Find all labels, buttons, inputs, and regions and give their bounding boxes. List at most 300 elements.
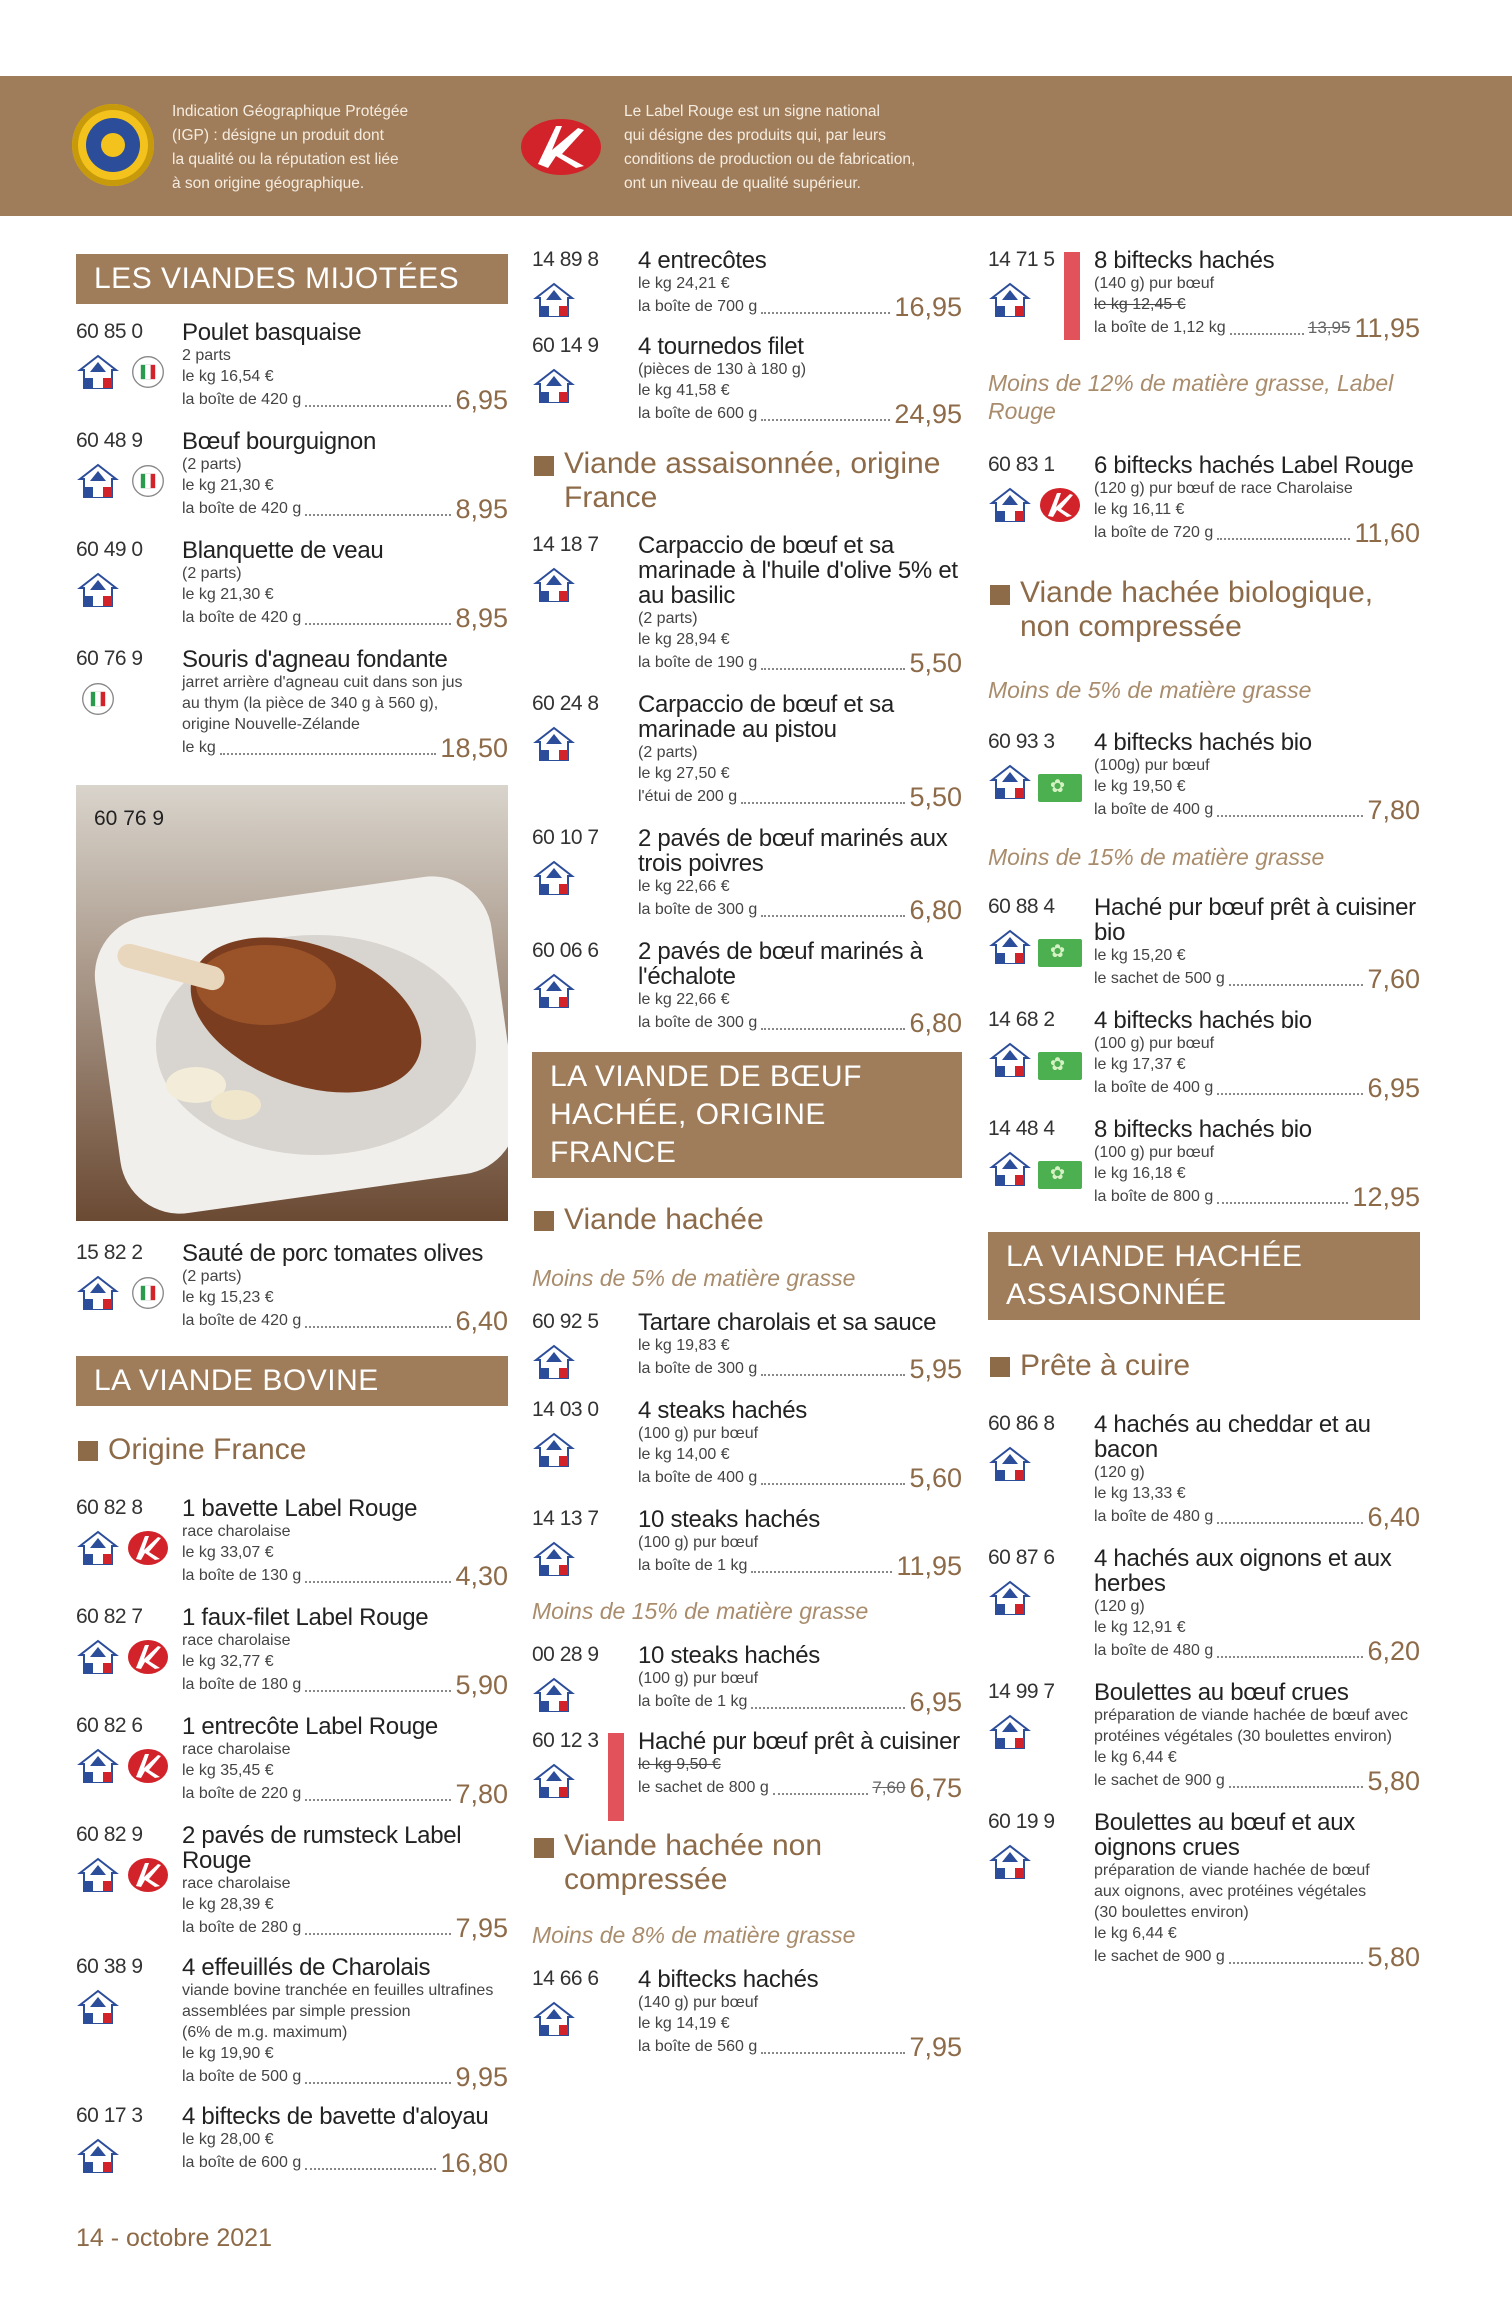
origin-france-icon	[532, 724, 576, 764]
igp-description: Indication Géographique Protégée (IGP) : désigne un produit dont la qualité ou la réputation est liée à son origine géographique.	[172, 103, 409, 192]
organic-bio-icon	[1038, 762, 1082, 802]
leader-dots	[761, 2051, 905, 2054]
product-info: (140 g) pur bœuf	[1094, 275, 1215, 292]
origin-france-icon	[532, 1999, 576, 2039]
product-details	[1094, 1008, 1420, 1101]
product-info: (pièces de 130 à 180 g)	[638, 361, 807, 378]
leader-dots	[305, 2081, 451, 2084]
product-info: race charolaise	[182, 1523, 291, 1540]
product-code: 60 82 6	[76, 1714, 143, 1737]
product-item	[988, 1117, 1420, 1210]
organic-bio-icon	[1038, 1040, 1082, 1080]
product-price: 5,80	[1367, 1942, 1420, 1972]
product-code: 60 82 7	[76, 1605, 143, 1628]
price-line	[1094, 1768, 1420, 1794]
origin-france-icon	[532, 366, 576, 406]
leader-dots	[1217, 537, 1350, 540]
origin-france-icon	[76, 1273, 120, 1313]
fat-content-note: Moins de 8% de matière grasse	[532, 1922, 856, 1948]
origin-france-icon	[988, 485, 1032, 525]
product-badges	[532, 1675, 576, 1715]
product-details	[1094, 1680, 1420, 1794]
product-code: 60 85 0	[76, 320, 143, 343]
leader-dots	[751, 1706, 905, 1709]
product-price: 7,95	[455, 1913, 508, 1943]
price-line	[638, 2034, 962, 2060]
old-kg-price: le kg 12,45 €	[1094, 296, 1186, 313]
product-info: (100 g) pur bœuf	[1094, 1144, 1215, 1161]
price-line	[638, 784, 962, 810]
leader-dots	[305, 1932, 451, 1935]
origin-france-icon	[988, 762, 1032, 802]
product-info: (100 g) pur bœuf	[638, 1425, 759, 1442]
product-name: 4 biftecks hachés bio	[1094, 1007, 1312, 1034]
price-line	[1094, 315, 1420, 341]
leader-dots	[1229, 983, 1364, 986]
product-details	[638, 1967, 962, 2060]
label-rouge-icon	[126, 1528, 170, 1568]
product-code: 60 38 9	[76, 1955, 143, 1978]
leader-dots	[1229, 1785, 1364, 1788]
product-code: 14 18 7	[532, 533, 599, 556]
unit-label: la boîte de 1 kg	[638, 1693, 748, 1710]
product-price: 6,80	[909, 895, 962, 925]
product-info: assemblées par simple pression	[182, 2003, 411, 2020]
product-details	[182, 1955, 508, 2090]
product-price: 8,95	[455, 603, 508, 633]
product-details	[1094, 248, 1420, 341]
product-name: 4 effeuillés de Charolais	[182, 1954, 431, 1981]
product-info: (120 g) pur bœuf de race Charolaise	[1094, 480, 1353, 497]
product-details	[638, 939, 962, 1036]
product-info: jarret arrière d'agneau cuit dans son jus	[182, 674, 463, 691]
leader-dots	[761, 667, 905, 670]
origin-france-icon	[532, 1539, 576, 1579]
product-code: 60 83 1	[988, 453, 1055, 476]
issue-date: octobre 2021	[126, 2224, 272, 2252]
product-price: 11,95	[896, 1551, 962, 1581]
product-details	[182, 538, 508, 631]
product-code: 60 82 8	[76, 1496, 143, 1519]
unit-label: la boîte de 180 g	[182, 1676, 302, 1693]
product-badges	[532, 1342, 576, 1382]
leader-dots	[773, 1792, 869, 1795]
subsection-heading: Viande hachée biologique, non compressée	[988, 576, 1420, 644]
product-info: au thym (la pièce de 340 g à 560 g),	[182, 695, 439, 712]
old-kg-price: le kg 9,50 €	[638, 1756, 721, 1773]
product-item	[988, 1546, 1420, 1664]
product-badges	[532, 1430, 576, 1470]
leader-dots	[305, 1325, 451, 1328]
product-name: Boulettes au bœuf crues	[1094, 1679, 1349, 1706]
leader-dots	[305, 513, 451, 516]
product-details	[1094, 1117, 1420, 1210]
product-code: 60 49 0	[76, 538, 143, 561]
origin-france-icon	[532, 1430, 576, 1470]
leader-dots	[761, 311, 890, 314]
label-rouge-icon	[126, 1637, 170, 1677]
product-details	[182, 1714, 508, 1807]
product-name: 10 steaks hachés	[638, 1506, 820, 1533]
label-rouge-icon	[1038, 485, 1082, 525]
product-item	[532, 692, 962, 810]
price-line	[182, 2150, 508, 2176]
product-item	[988, 453, 1420, 546]
product-name: 4 biftecks de bavette d'aloyau	[182, 2103, 489, 2130]
product-details	[638, 1310, 962, 1382]
product-badges	[532, 565, 576, 605]
product-details	[182, 2104, 508, 2176]
product-info: le kg 24,21 €	[638, 275, 730, 292]
subsection-heading: Viande hachée	[532, 1202, 962, 1238]
product-code: 60 24 8	[532, 692, 599, 715]
promo-marker	[1064, 252, 1080, 340]
origin-france-icon	[988, 1712, 1032, 1752]
product-details	[182, 1823, 508, 1941]
price-line	[638, 1775, 962, 1801]
fat-content-note: Moins de 5% de matière grasse	[532, 1265, 856, 1291]
unit-label: la boîte de 500 g	[182, 2068, 302, 2085]
product-info: origine Nouvelle-Zélande	[182, 716, 360, 733]
price-line	[1094, 1504, 1420, 1530]
product-name: 1 faux-filet Label Rouge	[182, 1604, 429, 1631]
price-line	[1094, 1638, 1420, 1664]
label-rouge-description: Le Label Rouge est un signe national qui désigne des produits qui, par leurs conditions de production ou de fabrication, ont un niveau de qualité supérieur.	[624, 103, 916, 192]
product-item	[988, 1680, 1420, 1794]
igp-icon	[126, 352, 170, 392]
product-details	[1094, 895, 1420, 992]
product-badges	[76, 1746, 170, 1786]
leader-dots	[761, 418, 890, 421]
product-info: (2 parts)	[182, 1268, 242, 1285]
product-badges	[988, 1578, 1032, 1618]
origin-france-icon	[76, 352, 120, 392]
product-badges	[532, 280, 576, 320]
product-item	[76, 320, 508, 413]
product-code: 14 71 5	[988, 248, 1055, 271]
product-item	[532, 1398, 962, 1491]
leader-dots	[761, 1373, 905, 1376]
product-price: 6,75	[909, 1773, 962, 1803]
product-details	[1094, 1412, 1420, 1530]
product-badges	[532, 1539, 576, 1579]
product-item	[532, 1310, 962, 1382]
product-details	[182, 1605, 508, 1698]
product-info: race charolaise	[182, 1632, 291, 1649]
product-item	[532, 826, 962, 923]
unit-label: le sachet de 900 g	[1094, 1772, 1225, 1789]
product-details	[1094, 1810, 1420, 1970]
product-info: (30 boulettes environ)	[1094, 1904, 1249, 1921]
price-line	[1094, 1075, 1420, 1101]
origin-france-icon	[532, 971, 576, 1011]
product-item	[76, 1241, 508, 1334]
product-info: le kg 33,07 €	[182, 1544, 274, 1561]
leader-dots	[1229, 1961, 1364, 1964]
product-price: 6,20	[1367, 1636, 1420, 1666]
product-info: (120 g)	[1094, 1598, 1145, 1615]
unit-label: la boîte de 420 g	[182, 609, 302, 626]
product-info: le kg 15,23 €	[182, 1289, 274, 1306]
leader-dots	[1217, 1092, 1363, 1095]
product-badges	[76, 1528, 170, 1568]
product-code: 60 93 3	[988, 730, 1055, 753]
product-badges	[532, 1999, 576, 2039]
product-info: le kg 12,91 €	[1094, 1619, 1186, 1636]
label-rouge-icon	[126, 1746, 170, 1786]
product-info: le kg 14,00 €	[638, 1446, 730, 1463]
price-line	[182, 1308, 508, 1334]
product-item	[988, 895, 1420, 992]
product-code: 60 48 9	[76, 429, 143, 452]
product-code: 60 88 4	[988, 895, 1055, 918]
origin-france-icon	[532, 1675, 576, 1715]
product-item	[988, 730, 1420, 823]
product-badges	[988, 280, 1032, 320]
product-name: 8 biftecks hachés	[1094, 247, 1275, 274]
product-badges	[532, 724, 576, 764]
product-badges	[76, 679, 120, 719]
leader-dots	[1217, 1521, 1363, 1524]
photo-product-code: 60 76 9	[94, 807, 165, 830]
product-price: 6,40	[455, 1306, 508, 1336]
price-line	[1094, 797, 1420, 823]
origin-france-icon	[76, 1987, 120, 2027]
product-item	[76, 647, 508, 761]
origin-france-icon	[532, 1342, 576, 1382]
origin-france-icon	[76, 570, 120, 610]
unit-label: la boîte de 190 g	[638, 654, 758, 671]
price-line	[1094, 1944, 1420, 1970]
product-details	[1094, 453, 1420, 546]
igp-icon	[126, 461, 170, 501]
product-info: le kg 28,39 €	[182, 1896, 274, 1913]
old-price: 7,60	[872, 1778, 906, 1797]
product-info: préparation de viande hachée de bœuf avec	[1094, 1707, 1408, 1724]
product-details	[1094, 730, 1420, 823]
price-line	[182, 387, 508, 413]
origin-france-icon	[988, 1444, 1032, 1484]
price-line	[182, 496, 508, 522]
leader-dots	[1217, 1655, 1363, 1658]
product-price: 5,90	[455, 1670, 508, 1700]
product-name: 1 bavette Label Rouge	[182, 1495, 418, 1522]
product-info: race charolaise	[182, 1875, 291, 1892]
origin-france-icon	[76, 2136, 120, 2176]
origin-france-icon	[532, 858, 576, 898]
product-info: le kg 17,37 €	[1094, 1056, 1186, 1073]
product-code: 60 17 3	[76, 2104, 143, 2127]
product-code: 60 14 9	[532, 334, 599, 357]
unit-label: la boîte de 280 g	[182, 1919, 302, 1936]
product-photo	[76, 785, 508, 1221]
product-code: 14 89 8	[532, 248, 599, 271]
product-name: 4 entrecôtes	[638, 247, 767, 274]
price-line	[638, 1553, 962, 1579]
leader-dots	[751, 1570, 892, 1573]
origin-france-icon	[532, 280, 576, 320]
product-info: préparation de viande hachée de bœuf	[1094, 1862, 1370, 1879]
leader-dots	[761, 1027, 905, 1030]
product-code: 14 48 4	[988, 1117, 1055, 1140]
product-name: 2 pavés de rumsteck Label Rouge	[182, 1822, 462, 1874]
product-name: Haché pur bœuf prêt à cuisiner	[638, 1728, 960, 1755]
product-details	[638, 1398, 962, 1491]
product-name: Carpaccio de bœuf et sa marinade à l'huile d'olive 5% et au basilic	[638, 532, 958, 609]
igp-logo-icon	[72, 104, 154, 186]
product-price: 18,50	[440, 733, 508, 763]
product-details	[638, 692, 962, 810]
product-price: 24,95	[894, 399, 962, 429]
leader-dots	[741, 801, 905, 804]
product-badges	[76, 1273, 170, 1313]
product-info: (140 g) pur bœuf	[638, 1994, 759, 2011]
product-badges	[76, 1637, 170, 1677]
product-price: 6,80	[909, 1008, 962, 1038]
product-code: 60 86 8	[988, 1412, 1055, 1435]
product-code: 14 68 2	[988, 1008, 1055, 1031]
product-info: le kg 6,44 €	[1094, 1925, 1177, 1942]
product-price: 6,95	[1367, 1073, 1420, 1103]
product-code: 60 92 5	[532, 1310, 599, 1333]
price-line	[182, 1781, 508, 1807]
product-name: 2 pavés de bœuf marinés à l'échalote	[638, 938, 923, 990]
leader-dots	[305, 1689, 451, 1692]
origin-france-icon	[988, 280, 1032, 320]
unit-label: la boîte de 560 g	[638, 2038, 758, 2055]
product-price: 5,50	[909, 648, 962, 678]
origin-france-icon	[76, 1637, 120, 1677]
section-heading: LES VIANDES MIJOTÉES	[76, 254, 508, 304]
leader-dots	[305, 1798, 451, 1801]
price-line	[182, 1915, 508, 1941]
product-code: 60 06 6	[532, 939, 599, 962]
product-price: 7,80	[1367, 795, 1420, 825]
product-price: 6,95	[455, 385, 508, 415]
product-price: 9,95	[455, 2062, 508, 2092]
product-info: (100 g) pur bœuf	[1094, 1035, 1215, 1052]
product-name: 1 entrecôte Label Rouge	[182, 1713, 438, 1740]
product-price: 5,60	[909, 1463, 962, 1493]
product-price: 4,30	[455, 1561, 508, 1591]
price-line	[1094, 1184, 1420, 1210]
unit-label: le sachet de 900 g	[1094, 1948, 1225, 1965]
product-price: 7,60	[1367, 964, 1420, 994]
product-details	[638, 533, 962, 676]
leader-dots	[1217, 814, 1363, 817]
product-info: le kg 21,30 €	[182, 477, 274, 494]
price-line	[638, 1689, 962, 1715]
price-line	[638, 1465, 962, 1491]
product-item	[76, 1955, 508, 2090]
product-code: 14 66 6	[532, 1967, 599, 1990]
product-code: 60 87 6	[988, 1546, 1055, 1569]
product-item	[988, 1810, 1420, 1970]
product-name: Sauté de porc tomates olives	[182, 1240, 484, 1267]
product-details	[182, 320, 508, 413]
product-badges	[532, 971, 576, 1011]
product-info: le kg 6,44 €	[1094, 1749, 1177, 1766]
product-name: Poulet basquaise	[182, 319, 362, 346]
origin-france-icon	[532, 1761, 576, 1801]
subsection-heading: Prête à cuire	[988, 1348, 1420, 1384]
price-line	[182, 605, 508, 631]
product-info: (100 g) pur bœuf	[638, 1534, 759, 1551]
price-line	[638, 1356, 962, 1382]
product-info: le kg 35,45 €	[182, 1762, 274, 1779]
product-code: 14 13 7	[532, 1507, 599, 1530]
product-details	[182, 429, 508, 522]
column-middle	[532, 240, 962, 2060]
product-info: viande bovine tranchée en feuilles ultrafines	[182, 1982, 494, 1999]
product-info: le kg 19,83 €	[638, 1337, 730, 1354]
product-details	[638, 1507, 962, 1579]
product-item	[988, 1008, 1420, 1101]
unit-label: le sachet de 800 g	[638, 1779, 769, 1796]
product-name: 6 biftecks hachés Label Rouge	[1094, 452, 1414, 479]
product-price: 8,95	[455, 494, 508, 524]
product-item	[532, 533, 962, 676]
product-item	[76, 538, 508, 631]
product-info: le kg 15,20 €	[1094, 947, 1186, 964]
product-price: 6,40	[1367, 1502, 1420, 1532]
origin-france-icon	[532, 565, 576, 605]
product-name: 4 steaks hachés	[638, 1397, 807, 1424]
product-item	[532, 939, 962, 1036]
product-name: 8 biftecks hachés bio	[1094, 1116, 1312, 1143]
unit-label: l'étui de 200 g	[638, 788, 738, 805]
product-details	[182, 1241, 508, 1334]
product-badges	[76, 461, 170, 501]
product-info: le kg 22,66 €	[638, 991, 730, 1008]
product-details	[182, 1496, 508, 1589]
product-item	[532, 334, 962, 427]
price-line	[182, 2064, 508, 2090]
product-item	[532, 1643, 962, 1715]
leader-dots	[305, 2167, 436, 2170]
product-price: 12,95	[1352, 1182, 1420, 1212]
product-code: 15 82 2	[76, 1241, 143, 1264]
product-item	[532, 1507, 962, 1579]
product-price: 11,60	[1354, 518, 1420, 548]
fat-content-note: Moins de 15% de matière grasse	[532, 1598, 869, 1624]
subsection-heading: Origine France	[76, 1432, 508, 1468]
origin-france-icon	[988, 1149, 1032, 1189]
product-info: (100 g) pur bœuf	[638, 1670, 759, 1687]
product-price: 7,80	[455, 1779, 508, 1809]
product-badges	[988, 1444, 1032, 1484]
product-name: 4 hachés au cheddar et au bacon	[1094, 1411, 1371, 1463]
product-code: 14 03 0	[532, 1398, 599, 1421]
unit-label: la boîte de 1,12 kg	[1094, 319, 1226, 336]
unit-label: la boîte de 1 kg	[638, 1557, 748, 1574]
product-item	[532, 248, 962, 320]
price-line	[182, 1672, 508, 1698]
product-info: le kg 28,00 €	[182, 2131, 274, 2148]
product-price: 5,80	[1367, 1766, 1420, 1796]
product-badges	[988, 1040, 1082, 1080]
product-info: le kg 41,58 €	[638, 382, 730, 399]
unit-label: la boîte de 480 g	[1094, 1508, 1214, 1525]
product-info: (100g) pur bœuf	[1094, 757, 1210, 774]
product-badges	[76, 1987, 120, 2027]
unit-label: la boîte de 220 g	[182, 1785, 302, 1802]
product-badges	[988, 1842, 1032, 1882]
product-item	[76, 2104, 508, 2176]
organic-bio-icon	[1038, 1149, 1082, 1189]
product-name: 2 pavés de bœuf marinés aux trois poivres	[638, 825, 948, 877]
product-code: 00 28 9	[532, 1643, 599, 1666]
